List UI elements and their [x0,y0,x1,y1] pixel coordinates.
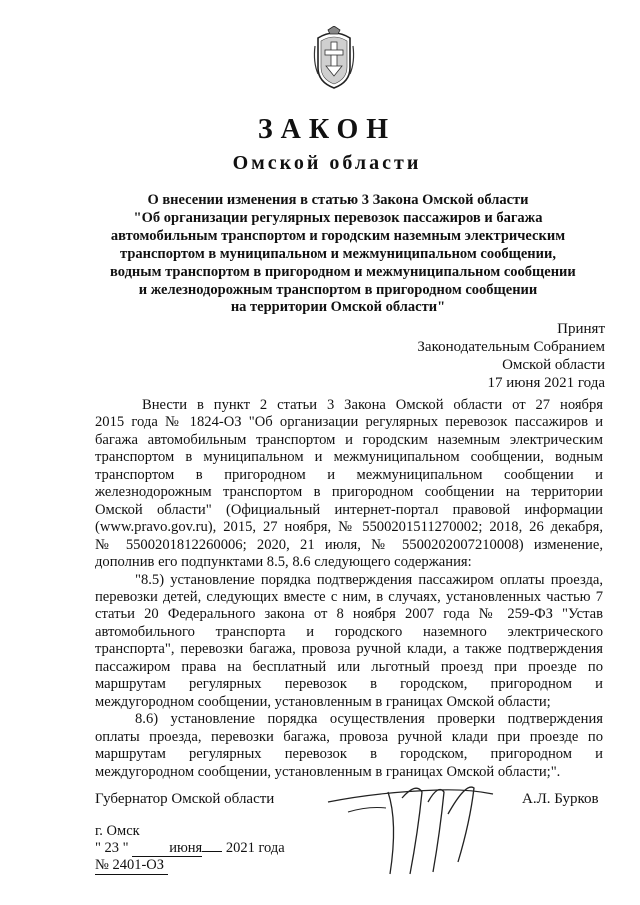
body-line: перевозки детей, следующих вместе с ним, в случаях, установленных частью 7 [95,588,603,605]
body-line: железнодорожным транспортом в пригородном сообщении на территории [95,484,603,501]
body-line: междугородном сообщении, установленным в границах Омской области; [95,693,551,710]
body-line: маршрутам регулярных перевозок в городском, пригородном и [95,746,603,763]
handwritten-signature [318,762,518,880]
body-line: транспорта", перевозки багажа, провоза ручной клади, а также подтверждения [95,641,603,658]
body-line: (www.pravo.gov.ru), 2015, 27 ноября, № 5500201511270002; 2018, 26 декабря, [95,519,603,536]
date-year: 2021 года [225,839,285,856]
heading-line: О внесении изменения в статью 3 Закона Омской области [147,192,529,208]
body-line: транспортом в муниципальном и межмуниципальном сообщении, водным [95,449,603,466]
number-row [95,857,285,875]
adoption-line: Законодательным Собранием [417,339,605,355]
body-line: статьи 20 Федерального закона от 8 ноября 2007 года № 259-ФЗ "Устав [95,606,603,623]
law-number: № 2401-ОЗ [95,857,168,875]
heading-line: водным транспортом в пригородном и межмуниципальном сообщении [110,263,576,280]
law-body [95,397,603,781]
document-subtitle: Омской области [232,152,422,174]
document-footer [95,823,285,875]
body-line: междугородном сообщении, установленным в границах Омской области;". [95,763,561,780]
coat-of-arms-emblem [312,26,356,90]
document-title: ЗАКОН [257,114,397,145]
law-heading [110,192,576,317]
date-month: июня [132,840,202,858]
signatory-position: Губернатор Омской области [95,791,275,807]
body-line: маршрутам регулярных перевозок в городском, пригородном и [95,676,603,693]
heading-line: транспортом в муниципальном и межмуниципальном сообщении, [120,245,556,262]
body-line: Внести в пункт 2 статьи 3 Закона Омской области от 27 ноября [142,397,603,413]
body-line: багажа автомобильным транспортом и городским наземным электрическим [95,431,603,448]
body-line: 2015 года № 1824-ОЗ "Об организации регулярных перевозок пассажиров и [95,414,603,431]
signatory-name: А.Л. Бурков [522,791,599,807]
adoption-line: Принят [557,321,605,337]
body-line: № 5500201812260006; 2020, 21 июля, № 5500202007210008) изменение, [95,536,603,553]
heading-line: автомобильным транспортом и городским наземным электрическим [110,227,566,244]
adoption-block [417,320,605,392]
body-line: пассажиром права на бесплатный или льготный проезд при проезде по [95,658,603,675]
adoption-line: Омской области [502,357,605,373]
heading-line: и железнодорожным транспортом в пригородном сообщении [138,281,538,298]
body-line: автомобильного транспорта и городского наземного электрического [95,623,603,640]
date-day: " 23 " [95,839,129,856]
body-line: 8.6) установление порядка осуществления проверки подтверждения [135,711,603,728]
heading-line: на территории Омской области" [230,299,446,316]
body-line: оплаты проезда, перевозки багажа, провоза ручной клади при проезде по [95,728,603,745]
date-underline [202,851,222,852]
adoption-date: 17 июня 2021 года [487,375,605,391]
signing-date [95,840,285,858]
body-line: транспортом в пригородном и межмуниципальном сообщении и [95,466,603,483]
body-line: Омской области" (Официальный интернет-портал правовой информации [95,501,603,518]
body-line: дополнив его подпунктами 8.5, 8.6 следующего содержания: [95,554,472,571]
heading-line: "Об организации регулярных перевозок пассажиров и багажа [133,209,543,226]
body-line: "8.5) установление порядка подтверждения пассажиром оплаты проезда, [135,571,603,588]
city: г. Омск [95,823,140,839]
